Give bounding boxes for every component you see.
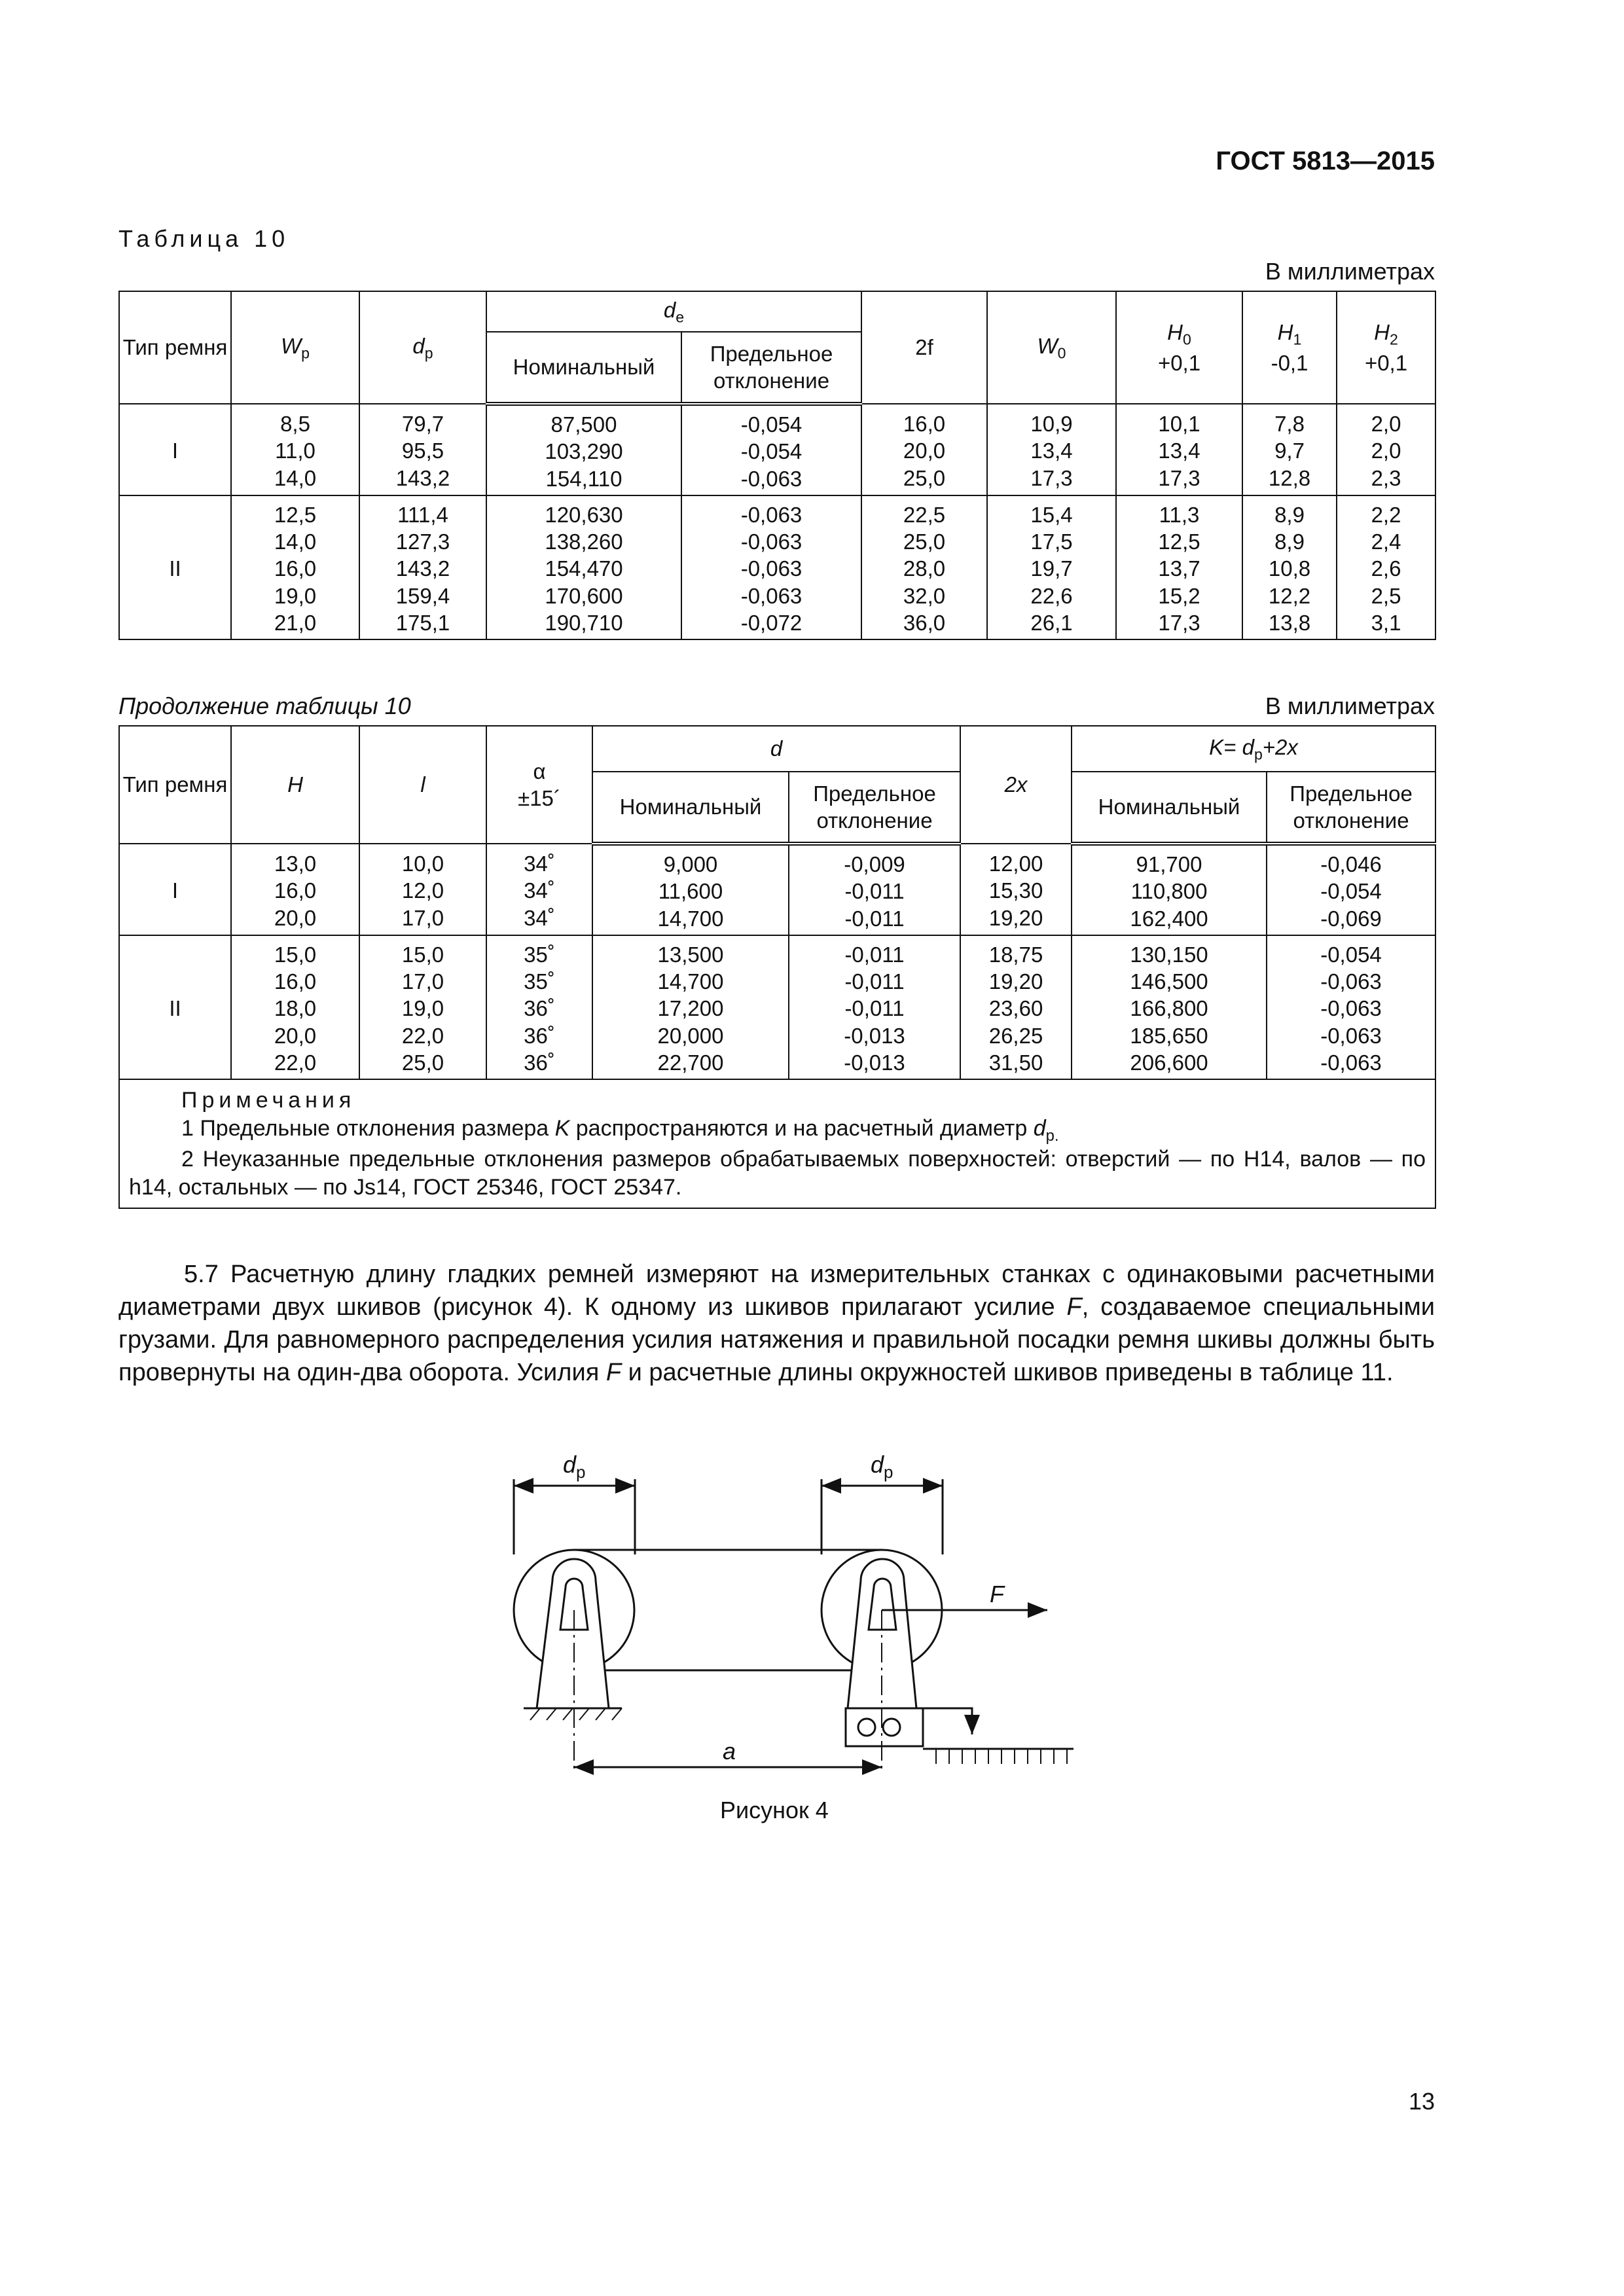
header-2x: 2x xyxy=(960,726,1072,844)
cell-h2: 2,0 2,0 2,3 xyxy=(1337,404,1435,495)
cell-h2: 2,2 2,4 2,6 2,5 3,1 xyxy=(1337,495,1435,639)
note-2: 2 Неуказанные предельные отклонения размеров обрабатываемых поверхностей: отверстий — по H14, валов — по h14, остальных — по Js14, ГОСТ 25346, ГОСТ 25347. xyxy=(129,1147,1426,1200)
table-row xyxy=(119,495,1435,639)
header-de: $d_e$ xyxy=(486,291,861,332)
cell-type: II xyxy=(119,495,231,639)
document-header-standard: ГОСТ 5813—2015 xyxy=(1216,147,1435,175)
cell-d-deviation: -0,011 -0,011 -0,011 -0,013 -0,013 xyxy=(789,935,960,1079)
header-k: $K= d_p+2x$ xyxy=(1072,726,1435,772)
header-h0: $H_0$ +0,1 xyxy=(1116,291,1242,404)
cell-h: 15,0 16,0 18,0 20,0 22,0 xyxy=(231,935,359,1079)
cell-d-nominal: 9,000 11,600 14,700 xyxy=(592,844,789,935)
cell-w0: 10,9 13,4 17,3 xyxy=(987,404,1116,495)
table-notes xyxy=(119,1079,1435,1208)
table-10 xyxy=(118,291,1436,640)
cell-w0: 15,4 17,5 19,7 22,6 26,1 xyxy=(987,495,1116,639)
figure-4-caption: Рисунок 4 xyxy=(720,1797,829,1823)
header-k-nominal: Номинальный xyxy=(1072,772,1267,844)
header-belt-type: Тип ремня xyxy=(119,726,231,844)
header-h1: $H_1$ -0,1 xyxy=(1242,291,1337,404)
cell-2f: 22,5 25,0 28,0 32,0 36,0 xyxy=(861,495,987,639)
label-dp-left: $d_p$ xyxy=(563,1451,586,1482)
cell-h1: 7,8 9,7 12,8 xyxy=(1242,404,1337,495)
cell-type: II xyxy=(119,935,231,1079)
header-de-deviation: Предельное отклонение xyxy=(681,332,861,404)
cell-wp: 12,5 14,0 16,0 19,0 21,0 xyxy=(231,495,359,639)
table-row xyxy=(119,935,1435,1079)
cell-2x: 12,00 15,30 19,20 xyxy=(960,844,1072,935)
cell-de-nominal: 87,500 103,290 154,110 xyxy=(486,404,681,495)
header-w0: $W_0$ xyxy=(987,291,1116,404)
header-h: H xyxy=(231,726,359,844)
cell-de-deviation: -0,063 -0,063 -0,063 -0,063 -0,072 xyxy=(681,495,861,639)
header-de-nominal: Номинальный xyxy=(486,332,681,404)
figure-4-diagram xyxy=(511,1446,1074,1787)
header-l: l xyxy=(359,726,486,844)
paragraph-5-7: 5.7 Расчетную длину гладких ремней измеряют на измерительных станках с одинаковыми расчетными диаметрами двух шкивов (рисунок 4). К одному из шкивов прилагают усилие F, создаваемое специальными грузами. Для равномерного распределения усилия натяжения и правильной посадки ремня шкивы должны быть провернуты на один-два оборота. Усилия F и расчетные длины окружностей шкивов приведены в таблице 11. xyxy=(118,1261,1435,1386)
cell-k-nominal: 91,700 110,800 162,400 xyxy=(1072,844,1267,935)
table-10-unit: В миллиметрах xyxy=(1265,258,1435,285)
header-2f: 2f xyxy=(861,291,987,404)
cell-alpha: 34˚ 34˚ 34˚ xyxy=(486,844,592,935)
cell-k-deviation: -0,046 -0,054 -0,069 xyxy=(1267,844,1435,935)
cell-de-nominal: 120,630 138,260 154,470 170,600 190,710 xyxy=(486,495,681,639)
cell-type: I xyxy=(119,844,231,935)
notes-title: Примечания xyxy=(181,1088,356,1113)
cell-d-deviation: -0,009 -0,011 -0,011 xyxy=(789,844,960,935)
weight-rope xyxy=(923,1708,972,1734)
page-number: 13 xyxy=(1408,2088,1435,2115)
cell-de-deviation: -0,054 -0,054 -0,063 xyxy=(681,404,861,495)
table-10-caption: Таблица 10 xyxy=(118,225,290,252)
cell-2x: 18,75 19,20 23,60 26,25 31,50 xyxy=(960,935,1072,1079)
table-10-continuation-unit: В миллиметрах xyxy=(1265,692,1435,719)
notes-row xyxy=(119,1079,1435,1208)
ground-hatch xyxy=(530,1708,1067,1764)
cell-dp: 79,7 95,5 143,2 xyxy=(359,404,486,495)
header-belt-type: Тип ремня xyxy=(119,291,231,404)
cell-type: I xyxy=(119,404,231,495)
cell-l: 15,0 17,0 19,0 22,0 25,0 xyxy=(359,935,486,1079)
label-a: a xyxy=(723,1738,736,1765)
header-h2: $H_2$ +0,1 xyxy=(1337,291,1435,404)
header-d-nominal: Номинальный xyxy=(592,772,789,844)
header-alpha: α ±15´ xyxy=(486,726,592,844)
cell-d-nominal: 13,500 14,700 17,200 20,000 22,700 xyxy=(592,935,789,1079)
cell-2f: 16,0 20,0 25,0 xyxy=(861,404,987,495)
header-d: d xyxy=(592,726,960,772)
header-wp: $W_p$ xyxy=(231,291,359,404)
table-row xyxy=(119,404,1435,495)
cell-alpha: 35˚ 35˚ 36˚ 36˚ 36˚ xyxy=(486,935,592,1079)
header-dp: $d_p$ xyxy=(359,291,486,404)
note-1: 1 Предельные отклонения размера K распространяются и на расчетный диаметр $d_{p.}$ xyxy=(181,1115,1059,1145)
label-dp-right: $d_p$ xyxy=(871,1451,893,1482)
table-10-continuation-caption: Продолжение таблицы 10 xyxy=(118,692,411,719)
cell-h0: 11,3 12,5 13,7 15,2 17,3 xyxy=(1116,495,1242,639)
cell-dp: 111,4 127,3 143,2 159,4 175,1 xyxy=(359,495,486,639)
cell-wp: 8,5 11,0 14,0 xyxy=(231,404,359,495)
cell-h0: 10,1 13,4 17,3 xyxy=(1116,404,1242,495)
cell-k-deviation: -0,054 -0,063 -0,063 -0,063 -0,063 xyxy=(1267,935,1435,1079)
label-force: F xyxy=(990,1581,1004,1607)
cell-l: 10,0 12,0 17,0 xyxy=(359,844,486,935)
table-row xyxy=(119,844,1435,935)
header-d-deviation: Предельное отклонение xyxy=(789,772,960,844)
header-k-deviation: Предельное отклонение xyxy=(1267,772,1435,844)
cell-k-nominal: 130,150 146,500 166,800 185,650 206,600 xyxy=(1072,935,1267,1079)
cell-h: 13,0 16,0 20,0 xyxy=(231,844,359,935)
cell-h1: 8,9 8,9 10,8 12,2 13,8 xyxy=(1242,495,1337,639)
table-10-continuation xyxy=(118,725,1436,1209)
